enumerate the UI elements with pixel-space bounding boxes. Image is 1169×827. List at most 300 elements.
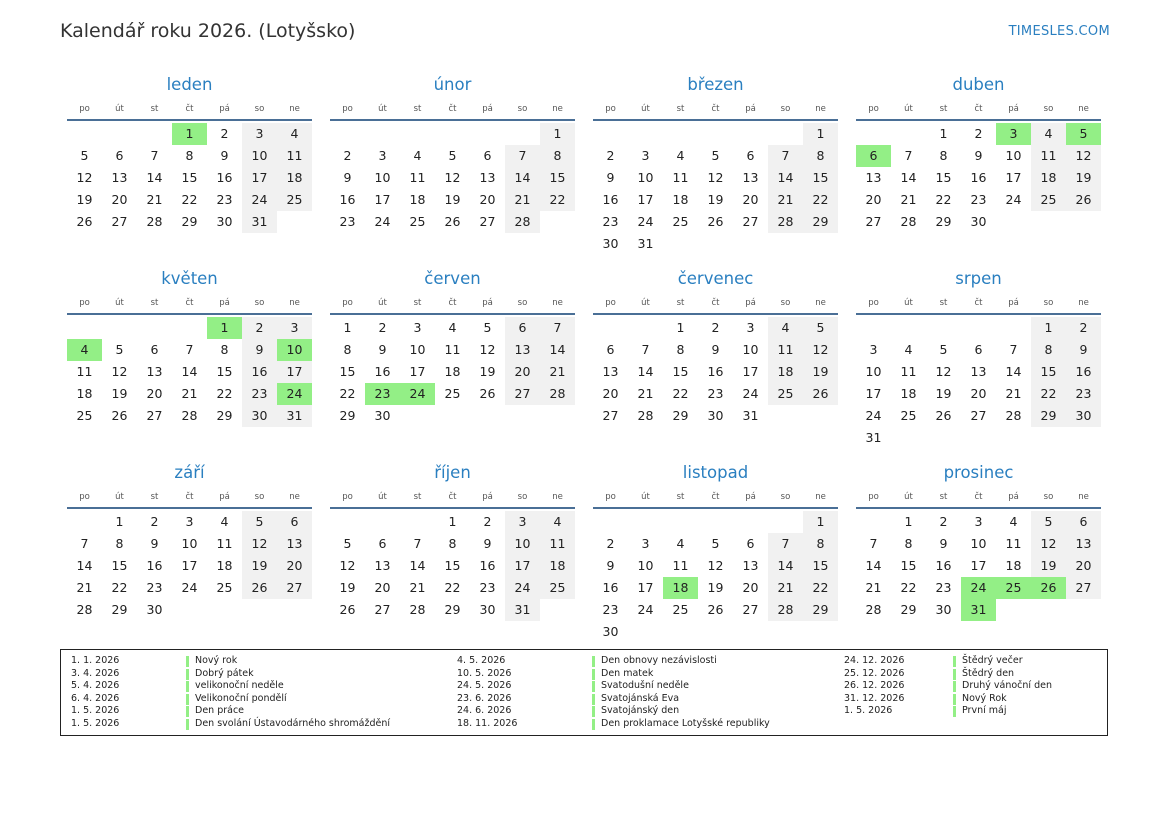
legend-date: 1. 5. 2026 [71,705,120,717]
weekday-label: čt [711,492,720,502]
weekday-label: út [378,104,387,114]
weekday-label: čt [185,298,194,308]
empty-cell [365,123,400,145]
month-červenec [593,268,838,462]
day-cell: 1 [803,511,838,533]
day-cell: 26 [479,386,496,401]
day-cell: 21 [900,192,917,207]
day-cell: 28 [900,214,917,229]
holiday-marker [953,694,956,705]
legend-date: 4. 5. 2026 [457,655,506,666]
holiday-marker [953,656,956,667]
empty-cell [698,123,733,145]
weekday-label: út [115,492,124,502]
day-cell: 20 [970,386,987,401]
month-name: březen [687,75,744,94]
day-cell: 10 [742,342,759,357]
day-cell: 28 [865,602,882,617]
empty-cell [137,123,172,145]
day-cell: 16 [339,192,356,207]
legend-entry [61,705,1107,718]
day-cell: 26 [242,577,277,599]
empty-cell [628,511,663,533]
weekday-label: pá [482,492,493,502]
day-cell: 10 [865,364,882,379]
month-červen [330,268,575,462]
day-cell: 26 [339,602,356,617]
day-cell: 16 [602,580,619,595]
weekday-label: ne [289,104,300,114]
day-cell: 28 [181,408,198,423]
weekday-header [856,490,1101,509]
day-cell: 14 [768,167,803,189]
weekday-label: čt [448,104,457,114]
day-cell: 11 [409,170,426,185]
legend-entry [61,680,1107,693]
legend-holiday-name: Velikonoční pondělí [195,692,287,704]
weekday-label: čt [185,104,194,114]
weekday-label: pá [219,298,230,308]
day-cell: 29 [1031,405,1066,427]
holiday-day-cell: 24 [277,383,312,405]
months-grid [67,74,1101,656]
weekday-label: čt [974,104,983,114]
day-cell: 29 [803,211,838,233]
weekday-label: čt [711,298,720,308]
day-cell: 2 [220,126,229,141]
day-cell: 15 [1031,361,1066,383]
day-cell: 24 [637,214,654,229]
day-cell: 15 [339,364,356,379]
day-cell: 20 [479,192,496,207]
legend-date: 24. 6. 2026 [457,705,512,717]
month-name: říjen [434,463,471,482]
empty-cell [663,511,698,533]
legend-holiday-name: Svatojánská Eva [601,692,680,704]
day-cell: 15 [444,558,461,573]
month-name: prosinec [943,463,1014,482]
weekday-header [593,102,838,121]
day-cell: 11 [277,145,312,167]
weekday-label: ne [1078,104,1089,114]
day-cell: 20 [277,555,312,577]
day-cell: 6 [505,317,540,339]
weekday-label: po [868,492,879,502]
weekday-label: ne [815,104,826,114]
day-cell: 31 [742,408,759,423]
weekday-label: so [254,104,265,114]
weekday-label: po [605,104,616,114]
legend-holiday-name: Den proklamace Lotyšské republiky [601,717,770,729]
day-cell: 23 [479,580,496,595]
holiday-legend [60,649,1108,736]
day-cell: 13 [970,364,987,379]
day-cell: 6 [974,342,983,357]
day-cell: 20 [602,386,619,401]
month-name: květen [161,269,218,288]
weekday-label: čt [974,298,983,308]
day-cell: 7 [413,536,422,551]
day-cell: 12 [242,533,277,555]
day-cell: 9 [150,536,159,551]
weekday-label: so [1043,492,1054,502]
empty-cell [67,511,102,533]
day-cell: 5 [242,511,277,533]
day-cell: 19 [444,192,461,207]
day-cell: 9 [606,558,615,573]
day-cell: 2 [242,317,277,339]
legend-entry [61,718,1107,731]
day-cell: 11 [768,339,803,361]
legend-holiday-name: Svatodušní neděle [601,680,689,692]
day-cell: 10 [242,145,277,167]
day-cell: 17 [637,580,654,595]
day-grid [67,317,312,427]
day-cell: 19 [242,555,277,577]
day-cell: 23 [707,386,724,401]
day-cell: 14 [637,364,654,379]
day-cell: 19 [111,386,128,401]
day-cell: 20 [111,192,128,207]
day-cell: 13 [742,170,759,185]
day-cell: 25 [409,214,426,229]
day-cell: 11 [1031,145,1066,167]
day-cell: 30 [374,408,391,423]
day-cell: 15 [900,558,917,573]
day-cell: 11 [672,558,689,573]
day-cell: 6 [746,536,755,551]
holiday-day-cell: 18 [663,577,698,599]
day-cell: 15 [935,170,952,185]
day-cell: 24 [505,577,540,599]
day-cell: 27 [865,214,882,229]
weekday-label: út [904,298,913,308]
day-cell: 25 [672,602,689,617]
weekday-label: po [79,492,90,502]
empty-cell [67,317,102,339]
month-srpen [856,268,1101,462]
empty-cell [593,511,628,533]
day-cell: 28 [768,211,803,233]
day-cell: 18 [768,361,803,383]
day-cell: 22 [111,580,128,595]
empty-cell [698,511,733,533]
holiday-marker [592,719,595,730]
day-cell: 3 [974,514,983,529]
day-cell: 9 [939,536,948,551]
weekday-label: so [780,298,791,308]
day-cell: 2 [606,536,615,551]
holiday-day-cell: 25 [996,577,1031,599]
day-cell: 22 [444,580,461,595]
empty-cell [663,123,698,145]
day-cell: 26 [76,214,93,229]
weekday-label: út [904,492,913,502]
day-cell: 12 [444,170,461,185]
day-cell: 23 [970,192,987,207]
day-cell: 31 [865,430,882,445]
weekday-label: po [342,104,353,114]
day-cell: 17 [970,558,987,573]
month-name: únor [433,75,472,94]
weekday-label: pá [219,492,230,502]
day-cell: 12 [707,558,724,573]
day-cell: 13 [602,364,619,379]
weekday-label: pá [745,298,756,308]
day-cell: 8 [185,148,194,163]
day-cell: 24 [242,189,277,211]
day-cell: 12 [76,170,93,185]
day-cell: 6 [606,342,615,357]
day-cell: 27 [505,383,540,405]
day-cell: 27 [111,214,128,229]
day-cell: 7 [185,342,194,357]
day-cell: 9 [711,342,720,357]
day-cell: 16 [242,361,277,383]
day-cell: 22 [672,386,689,401]
weekday-label: st [676,492,685,502]
day-grid [330,123,575,233]
month-listopad [593,462,838,656]
day-cell: 10 [374,170,391,185]
month-prosinec [856,462,1101,656]
legend-date: 5. 4. 2026 [71,680,120,692]
day-cell: 22 [803,577,838,599]
day-cell: 8 [939,148,948,163]
day-cell: 22 [900,580,917,595]
day-cell: 19 [339,580,356,595]
day-cell: 5 [1031,511,1066,533]
legend-holiday-name: První máj [962,705,1007,717]
day-cell: 3 [641,536,650,551]
weekday-label: út [641,104,650,114]
empty-cell [67,123,102,145]
legend-holiday-name: Svatojánský den [601,705,680,717]
legend-holiday-name: Nový rok [195,655,238,666]
day-cell: 7 [869,536,878,551]
holiday-day-cell: 1 [207,317,242,339]
day-cell: 4 [220,514,229,529]
day-cell: 12 [339,558,356,573]
holiday-marker [953,706,956,717]
day-cell: 30 [479,602,496,617]
legend-entry [61,693,1107,706]
day-cell: 29 [216,408,233,423]
day-cell: 8 [803,145,838,167]
day-cell: 7 [641,342,650,357]
day-cell: 9 [1066,339,1101,361]
holiday-day-cell: 6 [856,145,891,167]
weekday-label: ne [1078,492,1089,502]
day-cell: 20 [742,580,759,595]
day-cell: 5 [939,342,948,357]
day-cell: 16 [216,170,233,185]
month-name: leden [166,75,213,94]
day-cell: 10 [1005,148,1022,163]
day-cell: 13 [1066,533,1101,555]
day-cell: 2 [343,148,352,163]
day-cell: 8 [904,536,913,551]
day-cell: 15 [540,167,575,189]
day-cell: 25 [540,577,575,599]
holiday-day-cell: 24 [961,577,996,599]
weekday-label: ne [552,104,563,114]
site-link[interactable]: TIMESLES.COM [1008,24,1110,39]
weekday-label: pá [482,104,493,114]
day-cell: 3 [413,320,422,335]
day-cell: 3 [277,317,312,339]
empty-cell [330,123,365,145]
day-cell: 27 [1066,577,1101,599]
empty-cell [172,317,207,339]
legend-date: 23. 6. 2026 [457,692,512,704]
weekday-label: po [79,298,90,308]
empty-cell [856,511,891,533]
empty-cell [768,123,803,145]
day-cell: 24 [637,602,654,617]
day-cell: 24 [374,214,391,229]
weekday-label: ne [815,492,826,502]
day-cell: 30 [602,624,619,639]
day-cell: 7 [150,148,159,163]
day-cell: 28 [505,211,540,233]
day-cell: 3 [378,148,387,163]
day-cell: 13 [505,339,540,361]
day-cell: 22 [935,192,952,207]
day-cell: 13 [479,170,496,185]
month-name: září [174,463,205,482]
day-cell: 13 [111,170,128,185]
day-cell: 21 [768,189,803,211]
day-cell: 29 [803,599,838,621]
weekday-label: st [413,492,422,502]
day-cell: 8 [448,536,457,551]
day-cell: 6 [746,148,755,163]
legend-holiday-name: Štědrý den [962,667,1015,679]
day-cell: 26 [803,383,838,405]
day-cell: 7 [768,533,803,555]
day-cell: 8 [803,533,838,555]
day-cell: 3 [641,148,650,163]
day-cell: 23 [339,214,356,229]
day-cell: 21 [409,580,426,595]
empty-cell [470,123,505,145]
month-name: červenec [677,269,754,288]
weekday-label: po [79,104,90,114]
day-cell: 23 [216,192,233,207]
day-cell: 18 [277,167,312,189]
day-cell: 29 [935,214,952,229]
legend-date: 1. 1. 2026 [71,655,120,666]
weekday-label: ne [289,492,300,502]
day-cell: 11 [1005,536,1022,551]
day-cell: 29 [111,602,128,617]
day-cell: 9 [974,148,983,163]
day-cell: 6 [378,536,387,551]
day-cell: 31 [637,236,654,251]
weekday-label: pá [745,492,756,502]
day-grid [67,511,312,621]
day-cell: 29 [181,214,198,229]
day-cell: 28 [146,214,163,229]
day-cell: 28 [409,602,426,617]
day-cell: 20 [505,361,540,383]
day-cell: 27 [146,408,163,423]
day-cell: 29 [900,602,917,617]
day-cell: 14 [76,558,93,573]
day-cell: 12 [111,364,128,379]
legend-date: 10. 5. 2026 [457,667,512,679]
month-září [67,462,312,656]
day-cell: 3 [869,342,878,357]
day-cell: 14 [768,555,803,577]
weekday-label: ne [552,298,563,308]
day-cell: 6 [1066,511,1101,533]
day-cell: 22 [216,386,233,401]
day-cell: 13 [277,533,312,555]
day-grid [593,317,838,427]
weekday-label: so [780,492,791,502]
day-cell: 1 [803,123,838,145]
day-cell: 5 [343,536,352,551]
day-cell: 24 [865,408,882,423]
weekday-label: st [150,492,159,502]
day-cell: 14 [540,339,575,361]
day-cell: 15 [216,364,233,379]
day-cell: 24 [181,580,198,595]
day-cell: 15 [803,167,838,189]
weekday-header [67,296,312,315]
day-cell: 13 [146,364,163,379]
day-grid [856,317,1101,449]
day-grid [330,511,575,621]
day-cell: 22 [540,189,575,211]
day-cell: 23 [935,580,952,595]
holiday-marker [953,681,956,692]
day-cell: 7 [540,317,575,339]
day-grid [856,511,1101,621]
day-cell: 8 [1031,339,1066,361]
day-grid [593,123,838,255]
day-cell: 13 [865,170,882,185]
empty-cell [365,511,400,533]
day-cell: 14 [181,364,198,379]
day-cell: 28 [768,599,803,621]
day-cell: 22 [181,192,198,207]
day-cell: 17 [742,364,759,379]
legend-date: 31. 12. 2026 [844,692,905,704]
day-cell: 12 [1066,145,1101,167]
day-cell: 30 [707,408,724,423]
empty-cell [926,317,961,339]
day-cell: 2 [711,320,720,335]
weekday-label: pá [219,104,230,114]
weekday-label: pá [482,298,493,308]
empty-cell [628,123,663,145]
empty-cell [856,123,891,145]
day-cell: 19 [1031,555,1066,577]
day-cell: 4 [277,123,312,145]
legend-date: 24. 5. 2026 [457,680,512,692]
day-cell: 15 [803,555,838,577]
day-cell: 27 [479,214,496,229]
day-cell: 21 [505,189,540,211]
weekday-label: út [115,298,124,308]
day-cell: 21 [1005,386,1022,401]
page-title: Kalendář roku 2026. (Lotyšsko) [60,20,356,42]
legend-entry [61,655,1107,668]
day-cell: 4 [676,148,685,163]
